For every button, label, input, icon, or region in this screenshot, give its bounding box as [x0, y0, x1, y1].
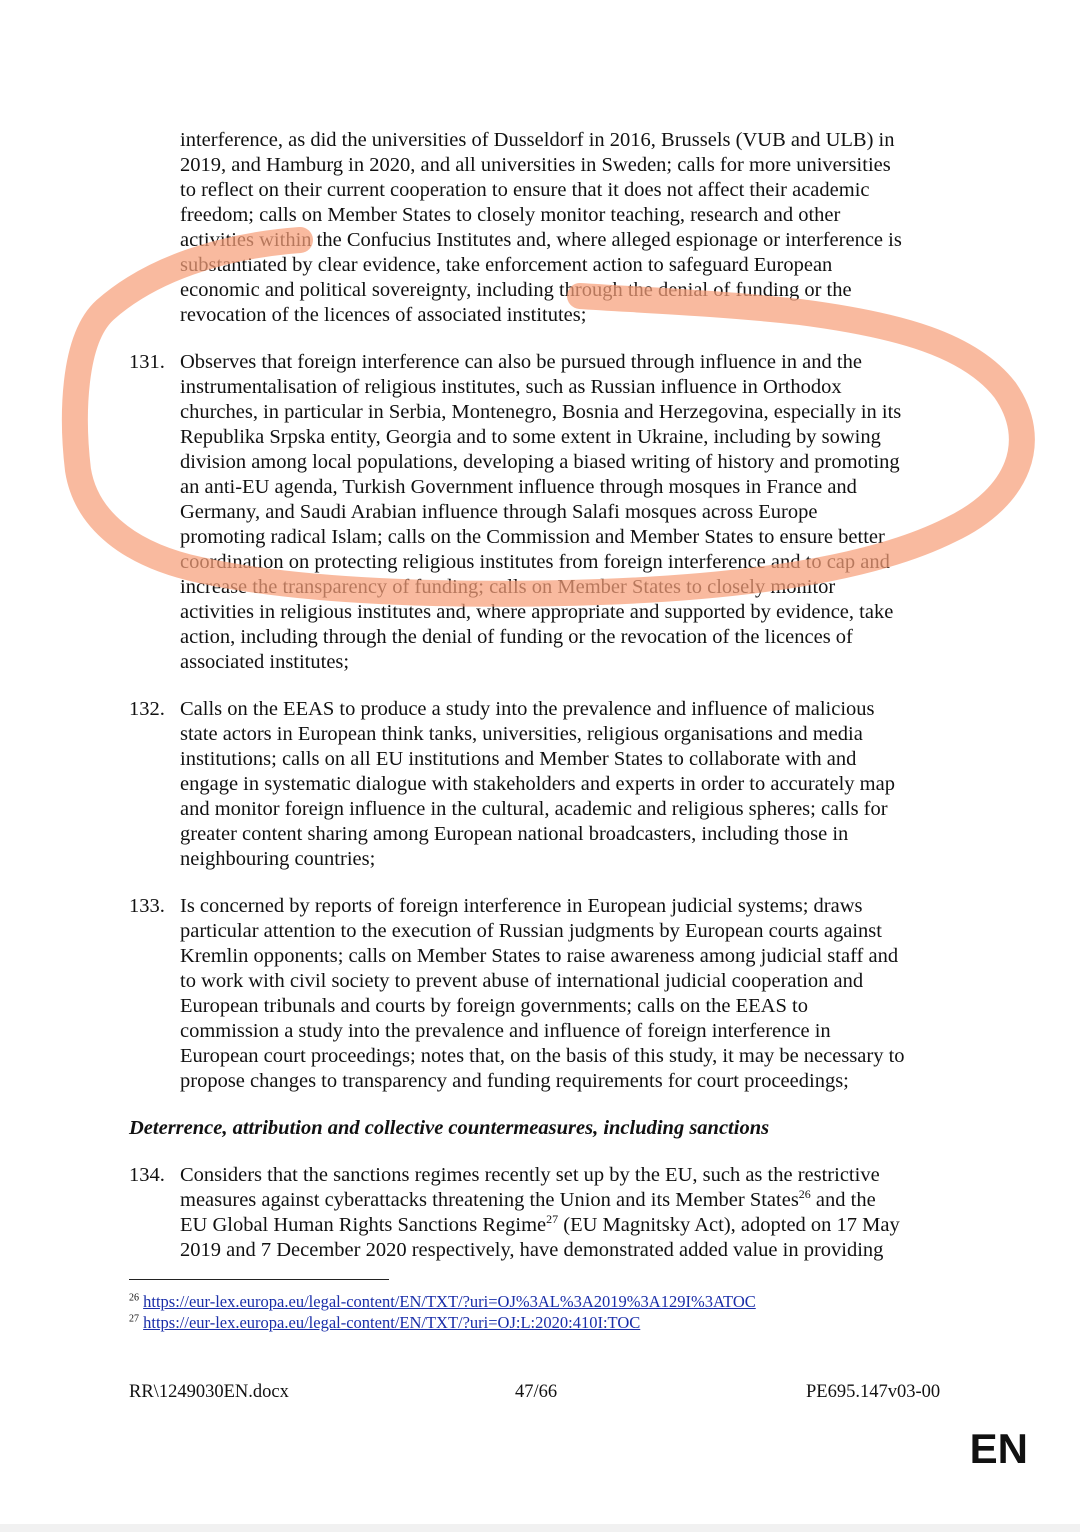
paragraph-number: 131.	[129, 351, 165, 373]
text-line: action, including through the denial of funding or the revocation of the licences of	[180, 626, 853, 648]
footnote-ref-26[interactable]: 26	[798, 1187, 811, 1202]
text-line: Considers that the sanctions regimes recently set up by the EU, such as the restrictive	[180, 1164, 880, 1186]
footnote-number: 27	[129, 1313, 139, 1325]
footer-pe-ref: PE695.147v03-00	[806, 1382, 941, 1402]
footnote-link[interactable]: https://eur-lex.europa.eu/legal-content/EN/TXT/?uri=OJ%3AL%3A2019%3A129I%3ATOC	[143, 1292, 756, 1311]
footnote-27	[129, 1313, 640, 1333]
paragraph-131	[180, 350, 970, 675]
paragraph-number: 132.	[129, 698, 165, 720]
text-line: and monitor foreign influence in the cultural, academic and religious spheres; calls for	[180, 798, 888, 820]
text-line: activities within the Confucius Institutes and, where alleged espionage or interference is	[180, 229, 902, 251]
text-line: an anti-EU agenda, Turkish Government influence through mosques in France and	[180, 476, 857, 498]
text-line: churches, in particular in Serbia, Montenegro, Bosnia and Herzegovina, especially in its	[180, 401, 902, 423]
text-line: Republika Srpska entity, Georgia and to some extent in Ukraine, including by sowing	[180, 426, 881, 448]
text-line: Is concerned by reports of foreign interference in European judicial systems; draws	[180, 895, 863, 917]
text-line: associated institutes;	[180, 651, 350, 673]
text-line: revocation of the licences of associated institutes;	[180, 304, 587, 326]
paragraph-134	[180, 1163, 970, 1263]
text-span: (EU Magnitsky Act), adopted on 17 May	[558, 1214, 900, 1236]
text-line	[180, 1213, 970, 1238]
text-line: substantiated by clear evidence, take enforcement action to safeguard European	[180, 254, 833, 276]
footnote-link[interactable]: https://eur-lex.europa.eu/legal-content/EN/TXT/?uri=OJ:L:2020:410I:TOC	[143, 1313, 641, 1332]
text-line: commission a study into the prevalence and influence of foreign interference in	[180, 1020, 831, 1042]
text-line: economic and political sovereignty, including through the denial of funding or the	[180, 279, 852, 301]
text-line: Germany, and Saudi Arabian influence through Salafi mosques across Europe	[180, 501, 818, 523]
footnote-ref-27[interactable]: 27	[546, 1212, 559, 1227]
text-line: European court proceedings; notes that, on the basis of this study, it may be necessary to	[180, 1045, 905, 1067]
text-line: particular attention to the execution of Russian judgments by European courts against	[180, 920, 882, 942]
footer-doc-ref: RR\1249030EN.docx	[129, 1382, 289, 1402]
text-line: neighbouring countries;	[180, 848, 376, 870]
text-line: Kremlin opponents; calls on Member States to raise awareness among judicial staff and	[180, 945, 899, 967]
text-line: European tribunals and courts by foreign governments; calls on the EEAS to	[180, 995, 808, 1017]
paragraph-132	[180, 697, 970, 872]
text-span: measures against cyberattacks threatening the Union and its Member States	[180, 1189, 799, 1211]
text-line: greater content sharing among European national broadcasters, including those in	[180, 823, 849, 845]
section-heading: Deterrence, attribution and collective countermeasures, including sanctions	[129, 1117, 770, 1139]
language-code: EN	[969, 1425, 1028, 1472]
text-line: Observes that foreign interference can also be pursued through influence in and the	[180, 351, 862, 373]
text-line: to reflect on their current cooperation to ensure that it does not affect their academic	[180, 179, 870, 201]
text-span: EU Global Human Rights Sanctions Regime	[180, 1214, 547, 1236]
footer-page-number: 47/66	[515, 1382, 558, 1402]
text-line: activities in religious institutes and, where appropriate and supported by evidence, take	[180, 601, 894, 623]
text-line: institutions; calls on all EU institutions and Member States to collaborate with and	[180, 748, 857, 770]
text-line: interference, as did the universities of Dusseldorf in 2016, Brussels (VUB and ULB) in	[180, 129, 895, 151]
text-line: 2019 and 7 December 2020 respectively, have demonstrated added value in providing	[180, 1239, 884, 1261]
text-line: freedom; calls on Member States to closely monitor teaching, research and other	[180, 204, 841, 226]
footnote-number: 26	[129, 1292, 139, 1304]
paragraph-number: 133.	[129, 895, 165, 917]
text-line: coordination on protecting religious institutes from foreign interference and to cap and	[180, 551, 890, 573]
footnote-divider	[129, 1279, 389, 1280]
paragraph-130-continued	[180, 128, 970, 328]
paragraph-number: 134.	[129, 1164, 165, 1186]
text-line: 2019, and Hamburg in 2020, and all universities in Sweden; calls for more universities	[180, 154, 891, 176]
text-line: promoting radical Islam; calls on the Commission and Member States to ensure better	[180, 526, 885, 548]
text-line: increase the transparency of funding; calls on Member States to closely monitor	[180, 576, 836, 598]
text-line: to work with civil society to prevent abuse of international judicial cooperation and	[180, 970, 864, 992]
bottom-edge	[0, 1524, 1080, 1532]
text-line: propose changes to transparency and funding requirements for court proceedings;	[180, 1070, 849, 1092]
paragraph-133	[180, 894, 970, 1094]
text-line: instrumentalisation of religious institutes, such as Russian influence in Orthodox	[180, 376, 842, 398]
text-line: Calls on the EEAS to produce a study into the prevalence and influence of malicious	[180, 698, 875, 720]
text-line: state actors in European think tanks, universities, religious organisations and media	[180, 723, 863, 745]
footnote-26	[129, 1292, 756, 1312]
text-line: engage in systematic dialogue with stakeholders and experts in order to accurately map	[180, 773, 895, 795]
text-line	[180, 1188, 970, 1213]
text-line: division among local populations, developing a biased writing of history and promoting	[180, 451, 900, 473]
text-span: and the	[810, 1189, 876, 1211]
